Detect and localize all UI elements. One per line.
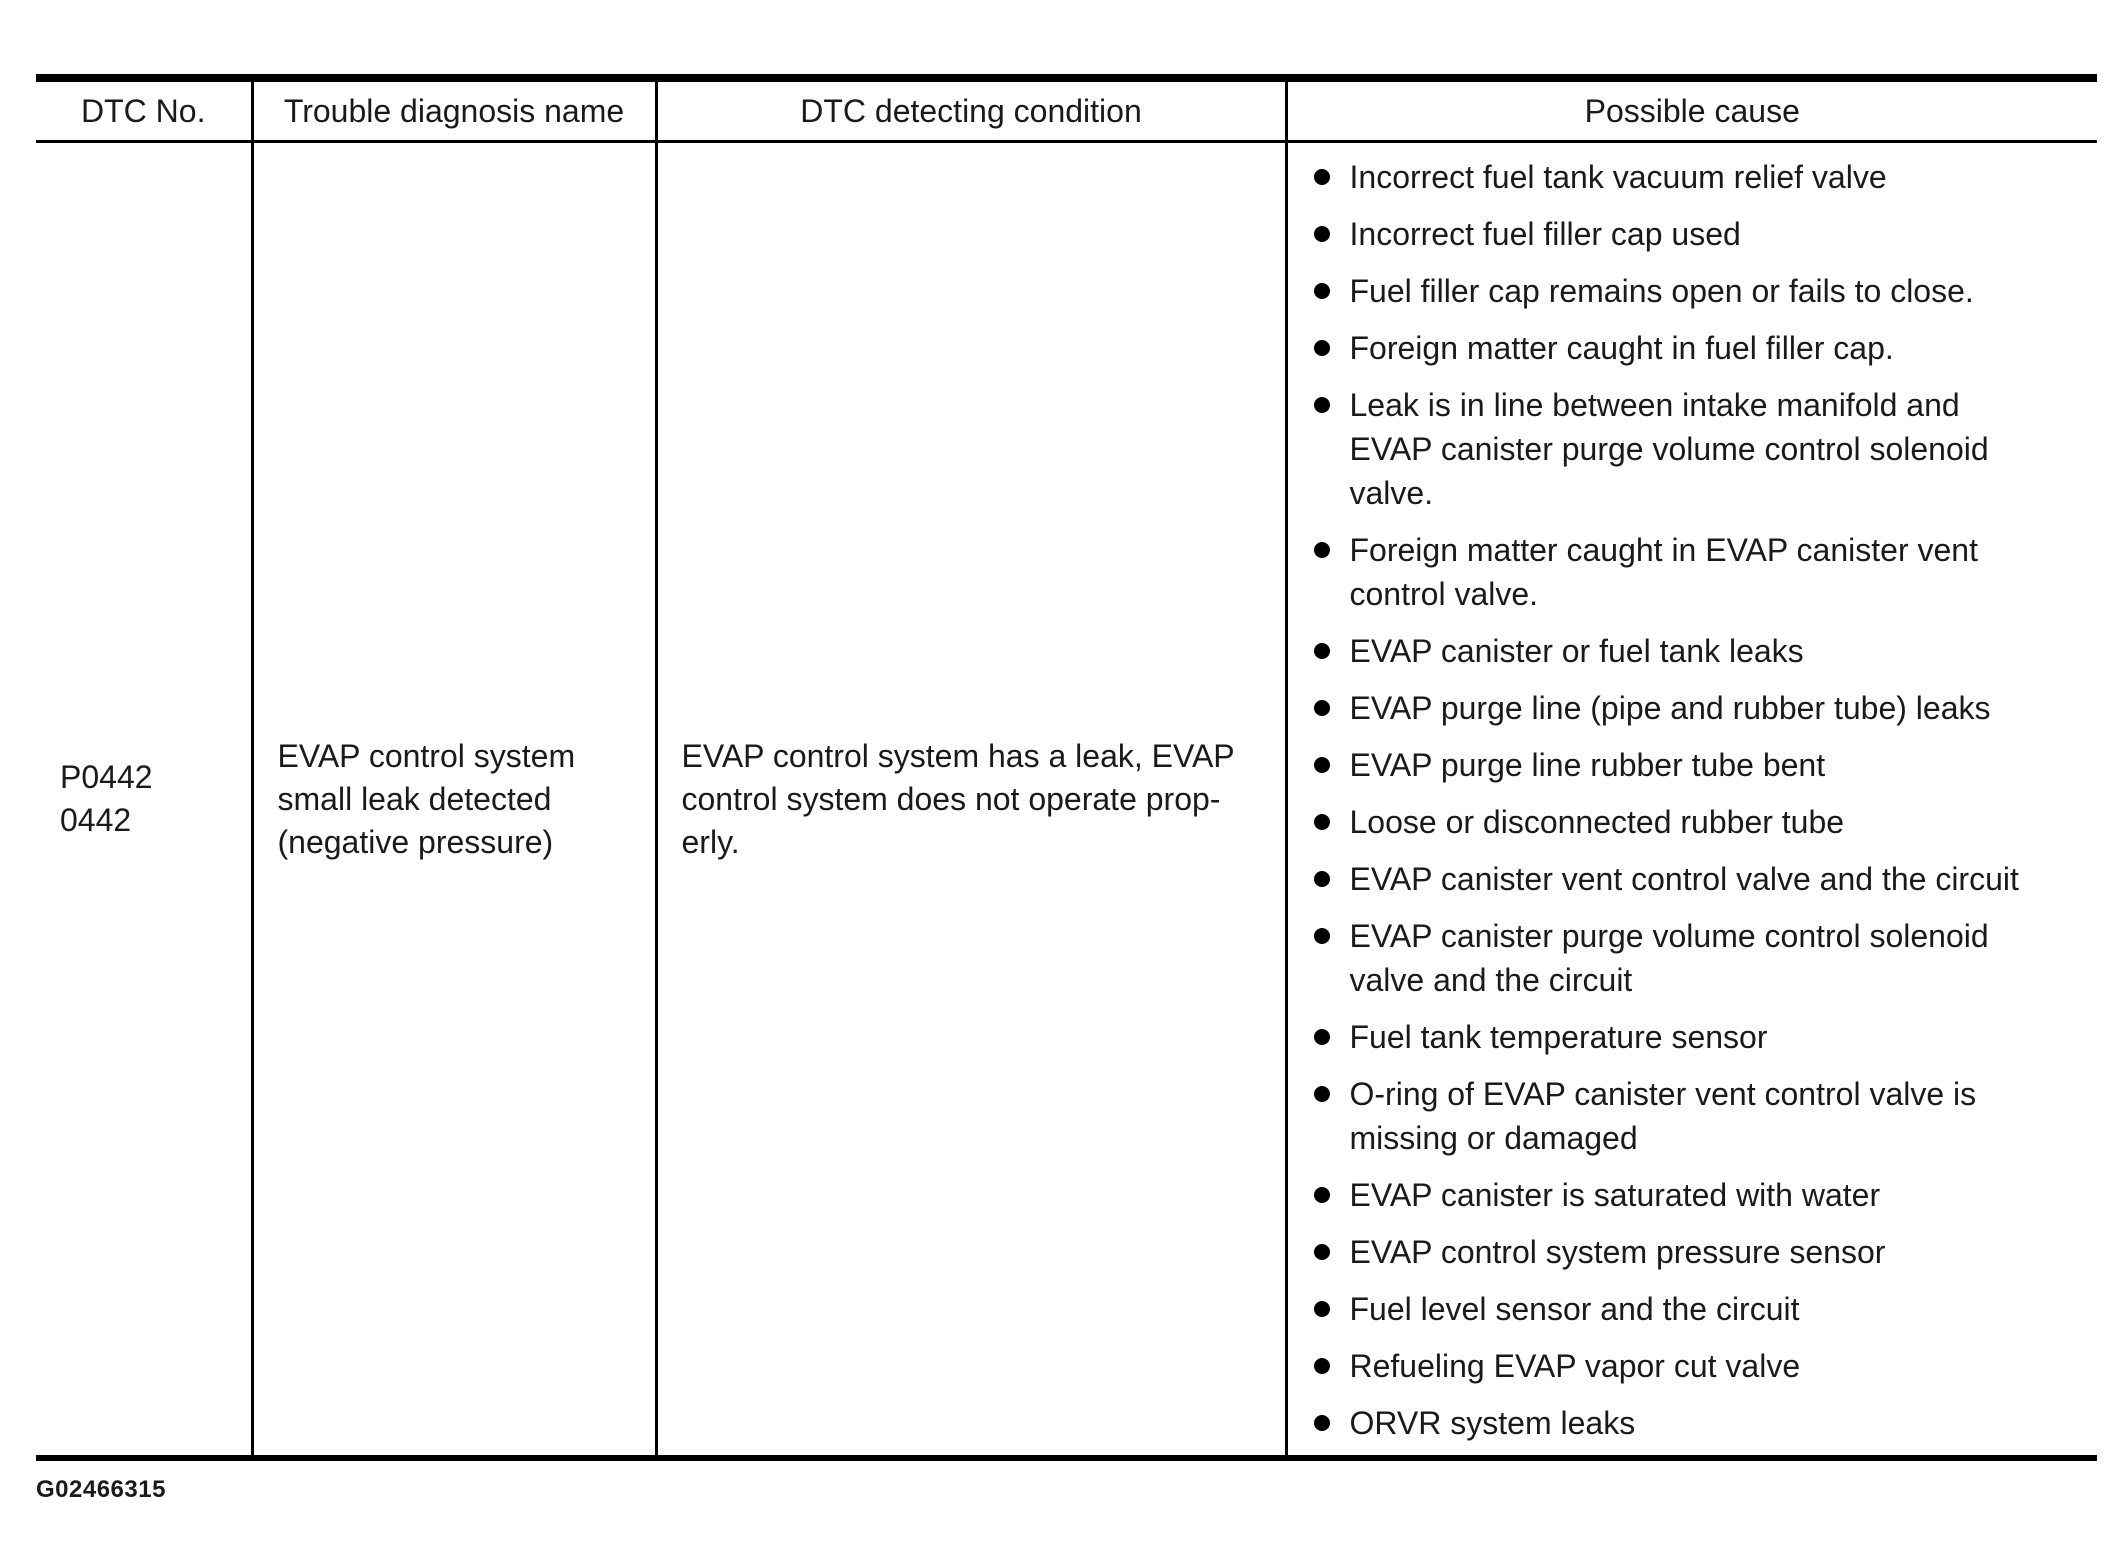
cause-list-item bbox=[1314, 1344, 2082, 1388]
cause-text: missing or damaged bbox=[1349, 1120, 1638, 1156]
possible-cause-list bbox=[1314, 155, 2082, 1445]
cause-list-item bbox=[1314, 800, 2082, 844]
header-detecting-condition: DTC detecting condition bbox=[656, 78, 1286, 142]
cause-list-item bbox=[1314, 686, 2082, 730]
diagnosis-name-cell bbox=[252, 142, 656, 1459]
header-diagnosis-name: Trouble diagnosis name bbox=[252, 78, 656, 142]
cause-text: EVAP control system pressure sensor bbox=[1349, 1234, 1886, 1270]
cause-text: EVAP purge line rubber tube bent bbox=[1349, 747, 1826, 783]
cause-list-item bbox=[1314, 743, 2082, 787]
cause-list-item bbox=[1314, 1230, 2082, 1274]
table-row bbox=[36, 142, 2097, 1459]
figure-id: G02466315 bbox=[36, 1476, 166, 1503]
cause-list-item bbox=[1314, 1401, 2082, 1445]
diagnosis-name-line: small leak detected bbox=[277, 780, 552, 817]
dtc-code: P0442 bbox=[60, 759, 153, 795]
dtc-code: 0442 bbox=[60, 802, 132, 838]
cause-text: Foreign matter caught in EVAP canister vent bbox=[1349, 532, 1978, 568]
cause-list-item bbox=[1314, 629, 2082, 673]
detecting-condition-line: EVAP control system has a leak, EVAP bbox=[681, 737, 1235, 774]
cause-text: EVAP canister is saturated with water bbox=[1349, 1177, 1881, 1213]
cause-list-item bbox=[1314, 914, 2082, 1002]
cause-text: Incorrect fuel filler cap used bbox=[1349, 216, 1741, 252]
cause-list-item bbox=[1314, 1015, 2082, 1059]
cause-list-item bbox=[1314, 1072, 2082, 1160]
cause-list-item bbox=[1314, 212, 2082, 256]
cause-text: EVAP canister or fuel tank leaks bbox=[1349, 633, 1804, 669]
detecting-condition-line: control system does not operate prop- bbox=[681, 780, 1221, 817]
cause-text: Loose or disconnected rubber tube bbox=[1349, 804, 1845, 840]
cause-list-item bbox=[1314, 326, 2082, 370]
cause-text: Fuel filler cap remains open or fails to close. bbox=[1349, 273, 1974, 309]
cause-text: Fuel tank temperature sensor bbox=[1349, 1019, 1768, 1055]
header-possible-cause: Possible cause bbox=[1286, 78, 2097, 142]
detecting-condition-cell bbox=[656, 142, 1286, 1459]
cause-text: O-ring of EVAP canister vent control valve is bbox=[1349, 1076, 1977, 1112]
cause-list-item bbox=[1314, 1287, 2082, 1331]
cause-list-item bbox=[1314, 528, 2082, 616]
diagnosis-name-line: (negative pressure) bbox=[277, 823, 554, 860]
detecting-condition-line: erly. bbox=[681, 823, 740, 860]
cause-list-item bbox=[1314, 383, 2082, 515]
cause-text: Refueling EVAP vapor cut valve bbox=[1349, 1348, 1801, 1384]
cause-text: control valve. bbox=[1349, 576, 1539, 612]
cause-text: Leak is in line between intake manifold and bbox=[1349, 387, 1960, 423]
cause-text: ORVR system leaks bbox=[1349, 1405, 1636, 1441]
table-header-row bbox=[36, 78, 2097, 142]
cause-text: EVAP purge line (pipe and rubber tube) leaks bbox=[1349, 690, 1991, 726]
dtc-table bbox=[36, 74, 2097, 1461]
cause-list-item bbox=[1314, 857, 2082, 901]
cause-list-item bbox=[1314, 269, 2082, 313]
possible-cause-cell bbox=[1286, 142, 2097, 1459]
cause-text: valve. bbox=[1349, 475, 1434, 511]
diagnosis-name-line: EVAP control system bbox=[277, 737, 576, 774]
cause-text: EVAP canister purge volume control solenoid bbox=[1349, 918, 1989, 954]
cause-text: EVAP canister purge volume control solenoid bbox=[1349, 431, 1989, 467]
dtc-no-cell bbox=[36, 142, 252, 1459]
cause-text: EVAP canister vent control valve and the circuit bbox=[1349, 861, 2019, 897]
cause-text: valve and the circuit bbox=[1349, 962, 1633, 998]
header-dtc-no: DTC No. bbox=[36, 78, 252, 142]
cause-text: Fuel level sensor and the circuit bbox=[1349, 1291, 1800, 1327]
cause-list-item bbox=[1314, 1173, 2082, 1217]
cause-list-item bbox=[1314, 155, 2082, 199]
cause-text: Foreign matter caught in fuel filler cap. bbox=[1349, 330, 1894, 366]
cause-text: Incorrect fuel tank vacuum relief valve bbox=[1349, 159, 1887, 195]
